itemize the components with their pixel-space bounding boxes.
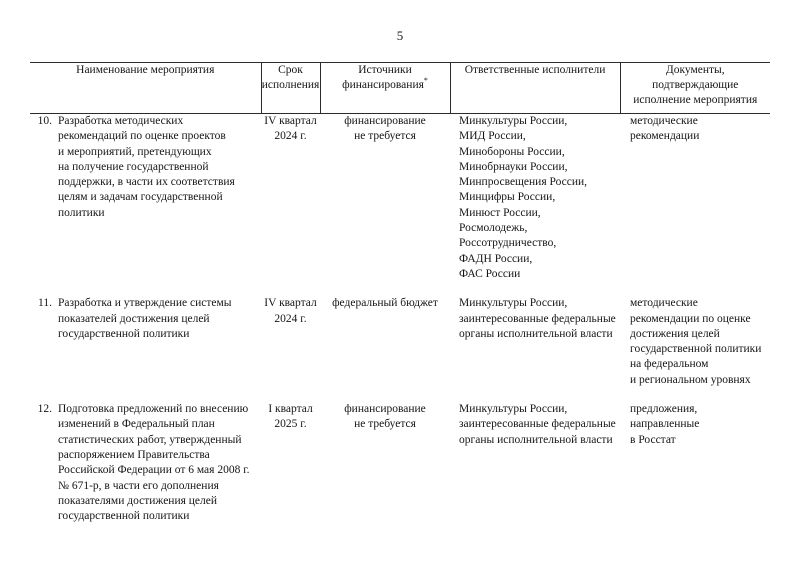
row-executors <box>450 402 620 538</box>
text-line: в Росстат <box>630 433 676 446</box>
footnote-asterisk: * <box>423 76 428 86</box>
text-line: Росмолодежь, <box>459 222 528 235</box>
row-measure-name <box>58 114 261 297</box>
text-line: Минкультуры России, <box>459 403 568 416</box>
text-line: Разработка методических <box>58 115 184 127</box>
row-financing <box>320 296 450 402</box>
text-line: федеральный бюджет <box>332 297 438 310</box>
row-number: 10. <box>37 115 52 127</box>
column-header-name <box>30 63 261 114</box>
table-header-row <box>30 63 770 114</box>
column-header-documents-line-2: подтверждающие <box>652 79 739 91</box>
row-term <box>261 296 320 402</box>
text-line: рекомендации по оценке <box>630 312 751 325</box>
row-documents <box>620 114 770 297</box>
page-number: 5 <box>396 28 404 43</box>
action-plan-table <box>30 62 770 538</box>
column-header-documents-line-1: Документы, <box>665 64 725 76</box>
text-line: не требуется <box>354 130 416 143</box>
text-line: государственной политики <box>630 343 762 356</box>
text-line: изменений в Федеральный план <box>58 418 215 431</box>
row-measure-name <box>58 402 261 538</box>
table-row <box>30 402 770 538</box>
row-documents <box>620 402 770 538</box>
text-line: на получение государственной <box>58 160 209 173</box>
text-line: IV квартал <box>264 115 317 127</box>
row-number: 12. <box>37 403 52 416</box>
column-header-financing <box>320 63 450 114</box>
text-line: Разработка и утверждение системы <box>58 297 232 310</box>
column-header-financing-text: финансирования <box>342 79 424 91</box>
row-measure-name <box>58 296 261 402</box>
column-header-financing-line-1: Источники <box>358 64 412 76</box>
text-line: государственной политики <box>58 510 190 523</box>
text-line: Россотрудничество, <box>459 237 557 250</box>
text-line: показателей достижения целей <box>58 312 210 325</box>
text-line: поддержки, в части их соответствия <box>58 176 235 189</box>
text-line: заинтересованные федеральные <box>459 418 616 431</box>
row-financing <box>320 114 450 297</box>
text-line: ФАДН России, <box>459 252 533 265</box>
row-term <box>261 402 320 538</box>
text-line: методические <box>630 115 698 127</box>
text-line: и региональном уровнях <box>630 373 751 386</box>
text-line: методические <box>630 297 698 310</box>
column-header-financing-line-2 <box>321 78 450 93</box>
text-line: Минпросвещения России, <box>459 176 588 189</box>
text-line: политики <box>58 206 105 219</box>
text-line: предложения, <box>630 403 698 416</box>
text-line: финансирование <box>344 403 426 416</box>
column-header-executors <box>450 63 620 114</box>
text-line: № 671-р, в части его дополнения <box>58 479 219 492</box>
text-line: органы исполнительной власти <box>459 327 613 340</box>
text-line: ФАС России <box>459 267 521 280</box>
text-line: государственной политики <box>58 327 190 340</box>
text-line: Минкультуры России, <box>459 115 568 127</box>
table-row <box>30 114 770 297</box>
table-header <box>30 63 770 114</box>
text-line: Подготовка предложений по внесению <box>58 403 249 416</box>
text-line: 2024 г. <box>274 312 307 325</box>
row-executors <box>450 296 620 402</box>
text-line: Минюст России, <box>459 206 541 219</box>
text-line: достижения целей <box>630 327 720 340</box>
text-line: на федеральном <box>630 358 709 371</box>
text-line: I квартал <box>268 403 313 416</box>
row-financing <box>320 402 450 538</box>
text-line: не требуется <box>354 418 416 431</box>
column-header-name-line-1: Наименование мероприятия <box>76 64 215 76</box>
text-line: Российской Федерации от 6 мая 2008 г. <box>58 464 250 477</box>
text-line: рекомендации <box>630 130 700 143</box>
text-line: финансирование <box>344 115 426 127</box>
text-line: МИД России, <box>459 130 526 143</box>
row-term <box>261 114 320 297</box>
text-line: рекомендаций по оценке проектов <box>58 130 226 143</box>
text-line: показателями достижения целей <box>58 494 218 507</box>
text-line: 2024 г. <box>274 130 307 143</box>
text-line: распоряжением Правительства <box>58 448 210 461</box>
table-body <box>30 114 770 539</box>
text-line: заинтересованные федеральные <box>459 312 616 325</box>
text-line: Минобороны России, <box>459 145 565 158</box>
text-line: направленные <box>630 418 700 431</box>
text-line: статистических работ, утвержденный <box>58 433 242 446</box>
text-line: и мероприятий, претендующих <box>58 145 212 158</box>
text-line: Минкультуры России, <box>459 297 568 310</box>
column-header-term-line-2: исполнения <box>261 79 320 91</box>
column-header-documents-line-3: исполнение мероприятия <box>633 94 758 106</box>
column-header-term-line-1: Срок <box>278 64 303 76</box>
table-row <box>30 296 770 402</box>
text-line: Минцифры России, <box>459 191 556 204</box>
text-line: IV квартал <box>264 297 317 310</box>
text-line: Минобрнауки России, <box>459 160 568 173</box>
text-line: целям и задачам государственной <box>58 191 223 204</box>
row-documents <box>620 296 770 402</box>
column-header-term <box>261 63 320 114</box>
text-line: 2025 г. <box>274 418 307 431</box>
row-number: 11. <box>38 297 52 310</box>
text-line: органы исполнительной власти <box>459 433 613 446</box>
row-executors <box>450 114 620 297</box>
column-header-executors-line-1: Ответственные исполнители <box>464 64 606 76</box>
column-header-documents <box>620 63 770 114</box>
